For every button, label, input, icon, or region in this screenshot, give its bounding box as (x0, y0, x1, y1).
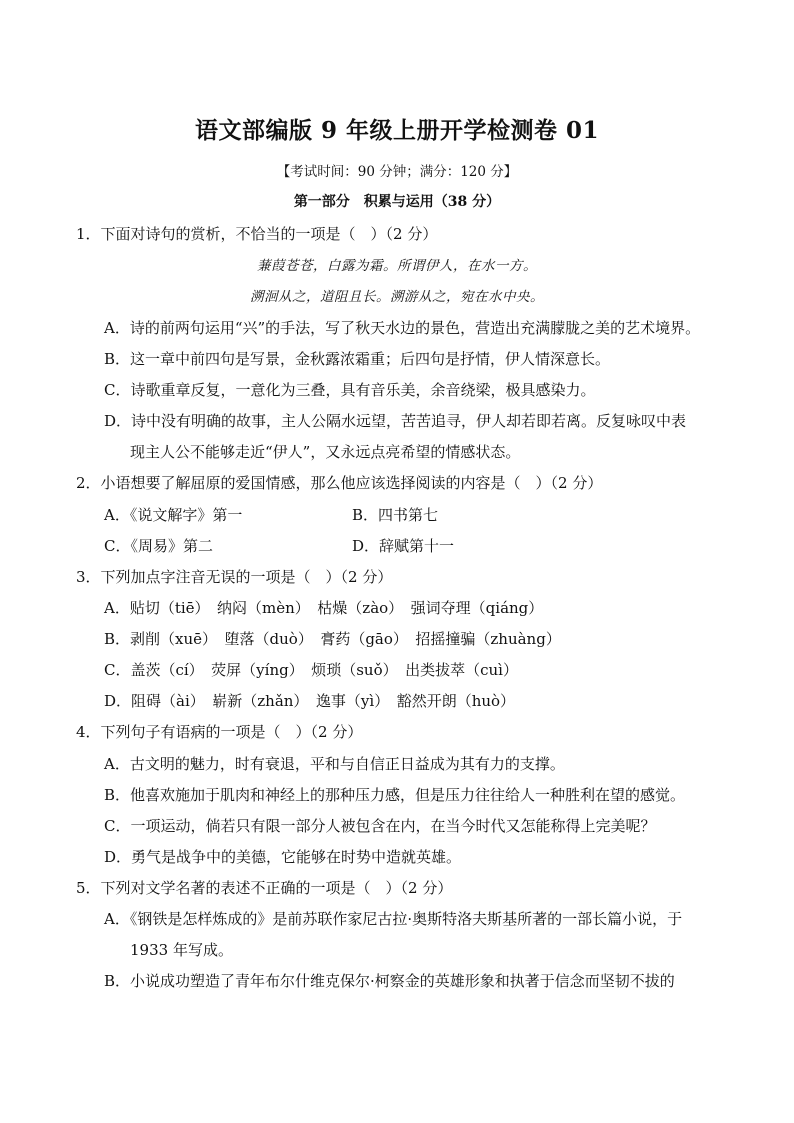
question-2-option-b: B．四书第七 (352, 506, 439, 524)
exam-time-info: 【考试时间：90 分钟；满分：120 分】 (276, 164, 518, 180)
question-2-stem: 2．小语想要了解屈原的爱国情感，那么他应该选择阅读的内容是（ ）（2 分） (76, 474, 603, 492)
question-1-option-c: C．诗歌重章反复，一意化为三叠，具有音乐美，余音绕梁，极具感染力。 (104, 381, 596, 399)
question-3-option-d: D．阻碍（ài） 崭新（zhǎn） 逸事（yì） 豁然开朗（huò） (104, 692, 516, 710)
section-heading: 第一部分 积累与运用（38 分） (293, 194, 501, 210)
question-4-option-a: A．古文明的魅力，时有衰退，平和与自信正日益成为其有力的支撑。 (104, 755, 565, 773)
poem-line-2: 溯洄从之，道阻且长。溯游从之，宛在水中央。 (250, 289, 544, 305)
question-3-option-a: A．贴切（tiē） 纳闷（mèn） 枯燥（zào） 强词夺理（qiáng） (104, 599, 544, 617)
question-2-option-a: A．《说文解字》第一 (104, 506, 243, 524)
question-1-option-b: B．这一章中前四句是写景，金秋露浓霜重；后四句是抒情，伊人情深意长。 (104, 350, 611, 368)
question-3-stem: 3．下列加点字注音无误的一项是（ ）（2 分） (76, 568, 393, 586)
question-1-option-d-continued: 现主人公不能够走近“伊人”，又永远点亮希望的情感状态。 (130, 443, 521, 461)
question-4-stem: 4．下列句子有语病的一项是（ ）（2 分） (76, 723, 363, 741)
question-1-stem: 1．下面对诗句的赏析，不恰当的一项是（ ）（2 分） (76, 225, 438, 243)
question-4-option-b: B．他喜欢施加于肌肉和神经上的那种压力感，但是压力往往给人一种胜利在望的感觉。 (104, 786, 686, 804)
question-1-option-d: D．诗中没有明确的故事，主人公隔水远望，苦苦追寻，伊人却若即若离。反复咏叹中表 (104, 412, 687, 430)
poem-line-1: 蒹葭苍苍，白露为霜。所谓伊人，在水一方。 (257, 258, 537, 274)
question-4-option-c: C．一项运动，倘若只有限一部分人被包含在内，在当今时代又怎能称得上完美呢？ (104, 817, 656, 835)
question-3-option-b: B．剥削（xuē） 堕落（duò） 膏药（gāo） 招摇撞骗（zhuàng） (104, 630, 561, 648)
question-4-option-d: D．勇气是战争中的美德，它能够在时势中造就英雄。 (104, 848, 462, 866)
question-5-option-a-continued: 1933 年写成。 (130, 941, 233, 959)
question-5-option-a: A．《钢铁是怎样炼成的》是前苏联作家尼古拉·奥斯特洛夫斯基所著的一部长篇小说，于 (104, 910, 683, 928)
question-5-option-b: B．小说成功塑造了青年布尔什维克保尔·柯察金的英雄形象和执著于信念而坚韧不拔的 (104, 972, 675, 990)
question-3-option-c: C．盖茨（cí） 荧屏（yíng） 烦琐（suǒ） 出类拔萃（cuì） (104, 661, 518, 679)
question-5-stem: 5．下列对文学名著的表述不正确的一项是（ ）（2 分） (76, 879, 453, 897)
question-2-option-d: D．辞赋第十一 (352, 537, 455, 555)
question-1-option-a: A．诗的前两句运用“兴”的手法，写了秋天水边的景色，营造出充满朦胧之美的艺术境界。 (104, 319, 701, 337)
question-2-option-c: C．《周易》第二 (104, 537, 213, 555)
exam-title: 语文部编版 9 年级上册开学检测卷 01 (194, 117, 600, 144)
